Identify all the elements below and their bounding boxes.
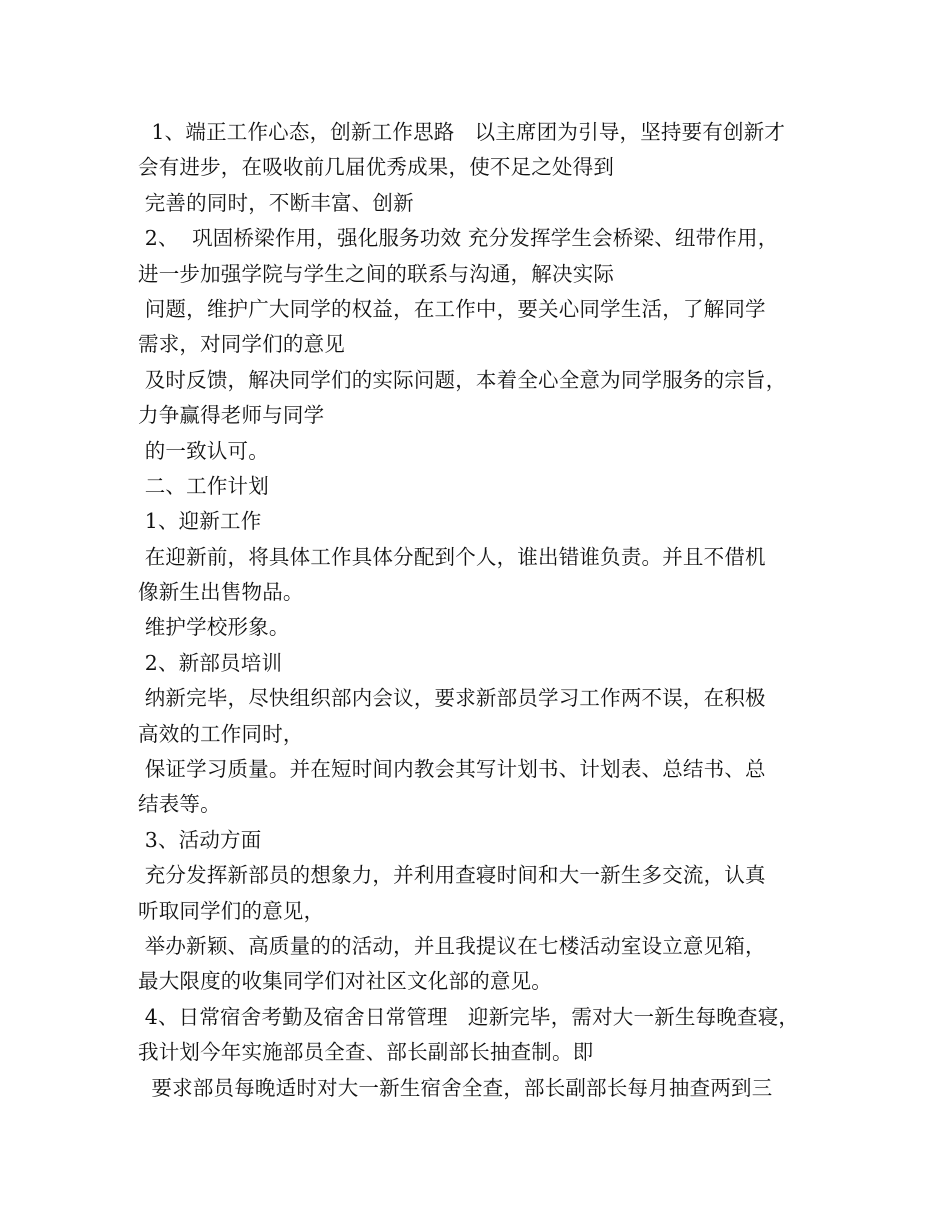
text-line: 力争赢得老师与同学 [138, 403, 325, 428]
text-line: 完善的同时，不断丰富、创新 [138, 190, 414, 215]
text-line: 最大限度的收集同学们对社区文化部的意见。 [138, 969, 552, 994]
text-line: 结表等。 [138, 792, 221, 817]
subsection-heading: 1、迎新工作 [138, 509, 262, 534]
text-line: 2、 巩固桥梁作用，强化服务功效 充分发挥学生会桥梁、纽带作用， [138, 226, 779, 251]
text-line: 在迎新前，将具体工作具体分配到个人，谁出错谁负责。并且不借机 [138, 544, 766, 569]
text-line: 的一致认可。 [138, 438, 269, 463]
text-line: 纳新完毕，尽快组织部内会议，要求新部员学习工作两不误，在积极 [138, 686, 766, 711]
text-line: 需求，对同学们的意见 [138, 332, 345, 357]
text-line: 要求部员每晚适时对大一新生宿舍全查，部长副部长每月抽查两到三 [138, 1075, 773, 1100]
text-line: 4、日常宿舍考勤及宿舍日常管理 迎新完毕，需对大一新生每晚查寝， [138, 1004, 800, 1029]
subsection-heading: 2、新部员培训 [138, 650, 283, 675]
text-line: 问题，维护广大同学的权益，在工作中，要关心同学生活，了解同学 [138, 296, 766, 321]
document-body [138, 115, 828, 1106]
text-line: 听取同学们的意见， [138, 898, 325, 923]
text-line: 保证学习质量。并在短时间内教会其写计划书、计划表、总结书、总 [138, 757, 766, 782]
text-line: 会有进步，在吸收前几届优秀成果，使不足之处得到 [138, 155, 615, 180]
section-heading: 二、工作计划 [138, 473, 269, 498]
text-line: 维护学校形象。 [138, 615, 290, 640]
subsection-heading: 3、活动方面 [138, 827, 262, 852]
text-line: 举办新颖、高质量的的活动，并且我提议在七楼活动室设立意见箱， [138, 933, 766, 958]
text-line: 像新生出售物品。 [138, 580, 304, 605]
text-line: 高效的工作同时， [138, 721, 304, 746]
text-line: 及时反馈，解决同学们的实际问题，本着全心全意为同学服务的宗旨， [138, 367, 787, 392]
text-line: 充分发挥新部员的想象力，并利用查寝时间和大一新生多交流，认真 [138, 863, 766, 888]
text-line: 1、端正工作心态，创新工作思路 以主席团为引导，坚持要有创新才 [138, 120, 786, 144]
text-line: 进一步加强学院与学生之间的联系与沟通，解决实际 [138, 261, 615, 286]
text-line: 我计划今年实施部员全查、部长副部长抽查制。即 [138, 1040, 594, 1065]
